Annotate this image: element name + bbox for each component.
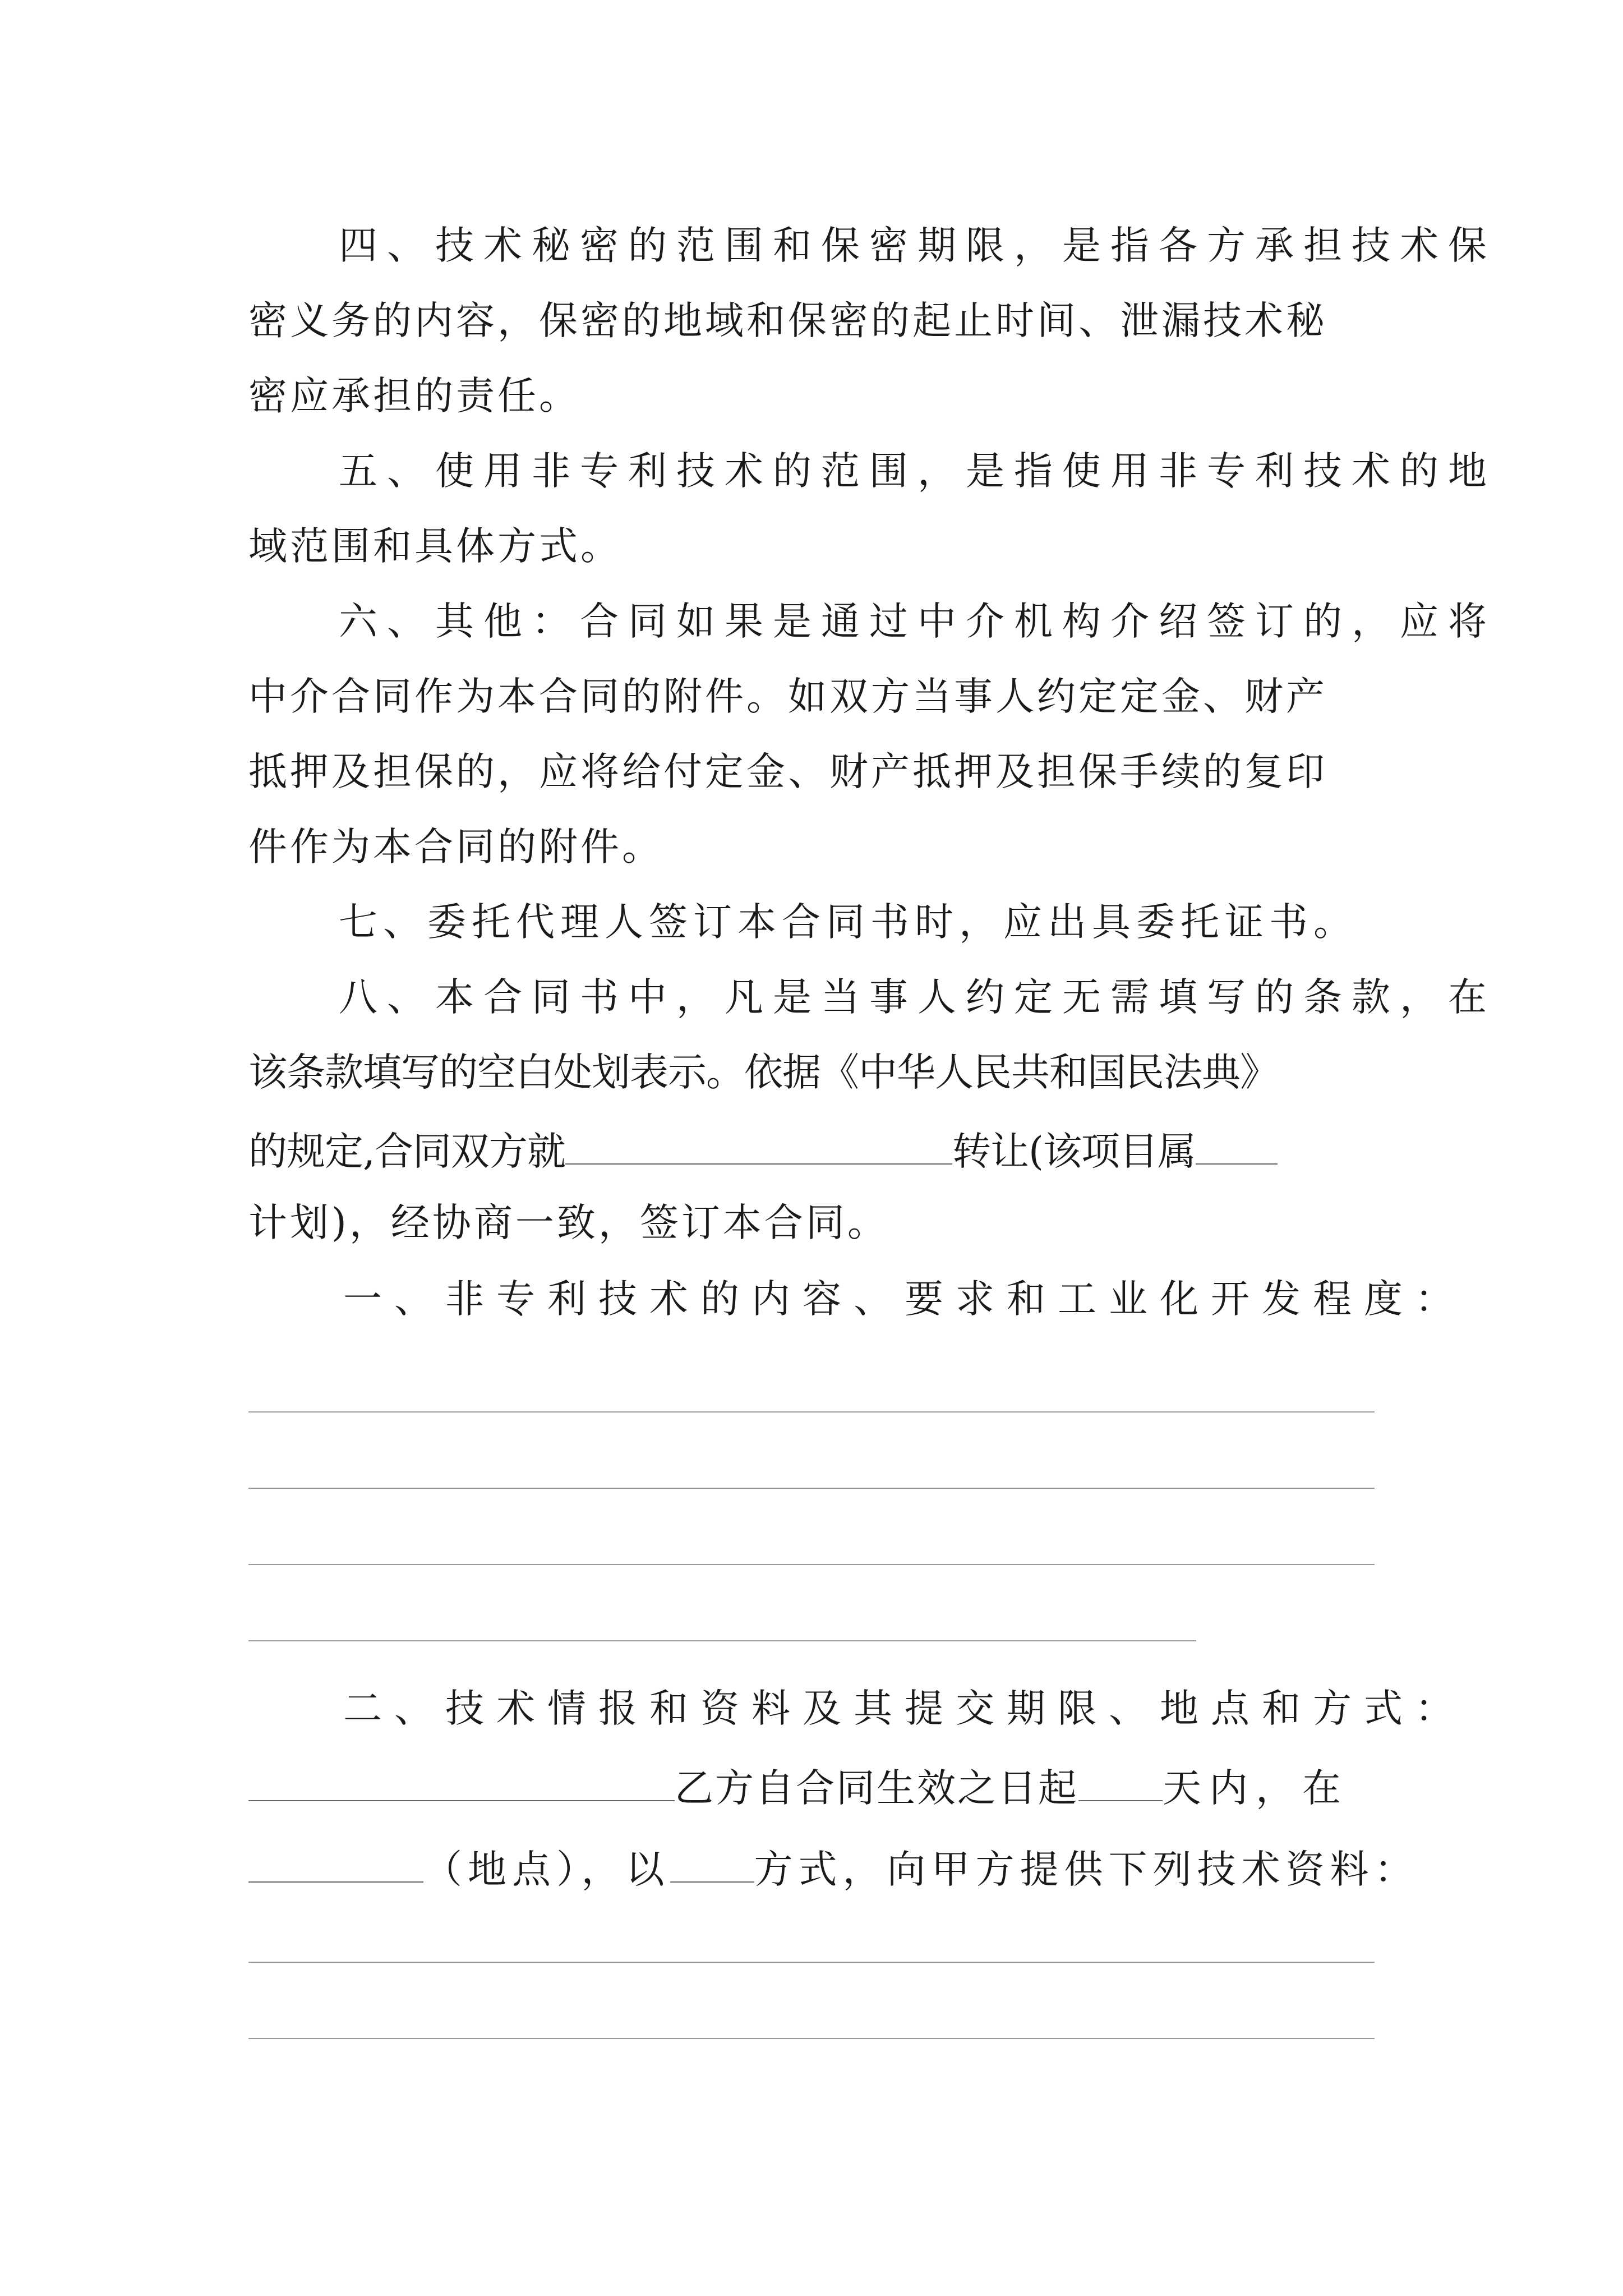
section-heading [343, 1277, 1466, 1322]
text-line: 抵押及担保的，应将给付定金、财产抵押及担保手续的复印 [248, 749, 1327, 794]
text-line: 八、本合同书中，凡是当事人约定无需填写的条款，在 [339, 975, 1496, 1020]
text-line: 二、技术情报和资料及其提交期限、地点和方式： [343, 1686, 1466, 1731]
blank-line [248, 1564, 1375, 1565]
text-line: 密应承担的责任。 [248, 374, 580, 418]
text-part: 转让(该项目属 [952, 1129, 1196, 1174]
paragraph-line [248, 524, 622, 569]
text-part: （地点），以 [423, 1847, 670, 1892]
paragraph-line [339, 900, 1358, 945]
blank-line [248, 1411, 1375, 1412]
text-line: 该条款填写的空白处划表示。依据《中华人民共和国民法典》 [248, 1050, 1278, 1095]
paragraph-line [339, 975, 1496, 1020]
blank-field [565, 1129, 952, 1165]
text-line: 域范围和具体方式。 [248, 524, 622, 569]
text-part: 方式，向甲方提供下列技术资料： [754, 1847, 1419, 1892]
paragraph-line [248, 749, 1327, 794]
text-part: 的规定,合同双方就 [248, 1129, 565, 1174]
blank-line [248, 1640, 1196, 1641]
paragraph-line [248, 1050, 1278, 1095]
text-line: 一、非专利技术的内容、要求和工业化开发程度： [343, 1277, 1466, 1322]
blank-field [248, 1765, 675, 1801]
blank-field [670, 1847, 754, 1883]
text-part: 天内，在 [1163, 1766, 1349, 1811]
paragraph-line [248, 674, 1327, 719]
text-line: 件作为本合同的附件。 [248, 825, 663, 869]
paragraph-line [248, 1765, 1349, 1811]
paragraph-line [248, 374, 580, 418]
blank-field [1078, 1765, 1163, 1801]
blank-field [1196, 1129, 1278, 1165]
blank-line [248, 2038, 1375, 2039]
paragraph-line [339, 449, 1496, 494]
paragraph-line [339, 223, 1496, 268]
text-line: 计划)，经协商一致，签订本合同。 [248, 1200, 889, 1245]
text-part: 乙方自合同生效之日起 [675, 1766, 1078, 1811]
paragraph-line [248, 825, 663, 869]
paragraph-line [248, 1129, 1278, 1174]
paragraph-line [248, 298, 1327, 343]
text-line: 四、技术秘密的范围和保密期限，是指各方承担技术保 [339, 223, 1496, 268]
text-line: 五、使用非专利技术的范围，是指使用非专利技术的地 [339, 449, 1496, 494]
blank-field [248, 1847, 423, 1883]
text-line: 密义务的内容，保密的地域和保密的起止时间、泄漏技术秘 [248, 298, 1327, 343]
text-line: 六、其他：合同如果是通过中介机构介绍签订的，应将 [339, 599, 1496, 644]
blank-line [248, 1962, 1375, 1963]
text-line: 中介合同作为本合同的附件。如双方当事人约定定金、财产 [248, 674, 1327, 719]
paragraph-line [248, 1200, 889, 1245]
blank-line [248, 1488, 1375, 1489]
paragraph-line [339, 599, 1496, 644]
section-heading [343, 1686, 1466, 1731]
text-line: 七、委托代理人签订本合同书时，应出具委托证书。 [339, 900, 1358, 945]
paragraph-line [248, 1847, 1419, 1892]
